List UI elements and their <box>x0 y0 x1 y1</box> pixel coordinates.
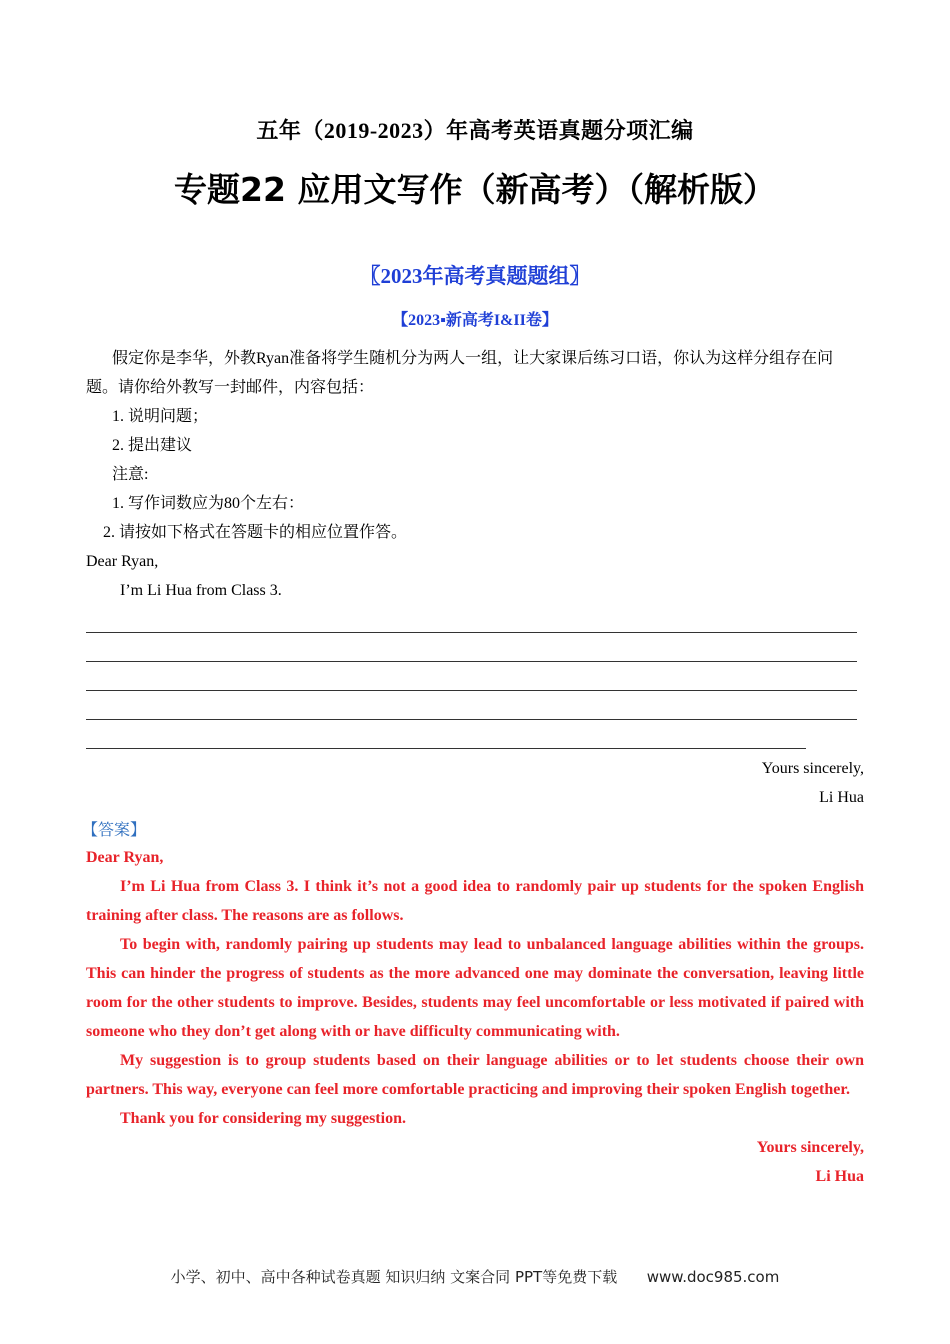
letter-closing: Yours sincerely, <box>761 760 864 777</box>
writing-prompt <box>86 344 864 605</box>
prompt-intro: 假定你是李华，外教Ryan准备将学生随机分为两人一组，让大家课后练习口语，你认为这样分组存在问题。请你给外教写一封邮件，内容包括： <box>86 350 834 396</box>
answer-line <box>86 719 857 720</box>
answer-line <box>86 632 857 633</box>
answer-paragraph: To begin with, randomly pairing up students may lead to unbalanced language abilities within the groups. This can hinder the progress of students as the more advanced one may dominate the conversation, leaving little room for the other students to improve. Besides, students may feel uncomfortable or less motivated if paired with someone who they don’t get along with or have difficulty communicating with. <box>86 936 864 1040</box>
answer-line <box>86 661 857 662</box>
note-item: 1. 写作词数应为80个左右： <box>112 495 305 512</box>
note-item: 2. 请按如下格式在答题卡的相应位置作答。 <box>103 524 408 541</box>
exam-heading: 【2023▪新高考I&II卷】 <box>392 312 558 329</box>
page-footer <box>0 1266 950 1287</box>
answer-closing: Yours sincerely, <box>756 1139 864 1156</box>
answer-salutation: Dear Ryan, <box>86 849 164 866</box>
answer-paragraph: My suggestion is to group students based on their language abilities or to let students choose their own partners. This way, everyone can feel more comfortable practicing and improving their spoken English together. <box>86 1052 864 1098</box>
group-heading: 〖2023年高考真题题组〗 <box>359 264 591 288</box>
prompt-item: 1. 说明问题； <box>112 408 209 425</box>
series-title: 五年（2019-2023）年高考英语真题分项汇编 <box>256 118 694 143</box>
answer-signature: Li Hua <box>815 1168 864 1185</box>
topic-title: 专题22 应用文写作（新高考）（解析版） <box>174 170 776 209</box>
answer-paragraph: I’m Li Hua from Class 3. I think it’s not a good idea to randomly pair up students for the spoken English training after class. The reasons are as follows. <box>86 878 864 924</box>
answer-label: 【答案】 <box>82 822 147 839</box>
model-answer <box>86 843 864 1191</box>
footer-link[interactable]: www.doc985.com <box>646 1268 780 1286</box>
letter-salutation: Dear Ryan, <box>86 553 159 570</box>
note-label: 注意: <box>112 466 149 483</box>
answer-paragraph: Thank you for considering my suggestion. <box>120 1110 406 1127</box>
prompt-item: 2. 提出建议 <box>112 437 193 454</box>
answer-line <box>86 748 806 749</box>
answer-line <box>86 690 857 691</box>
footer-text: 小学、初中、高中各种试卷真题 知识归纳 文案合同 PPT等免费下载 <box>170 1268 618 1286</box>
letter-signature: Li Hua <box>819 789 864 806</box>
letter-opening: I’m Li Hua from Class 3. <box>120 582 282 599</box>
